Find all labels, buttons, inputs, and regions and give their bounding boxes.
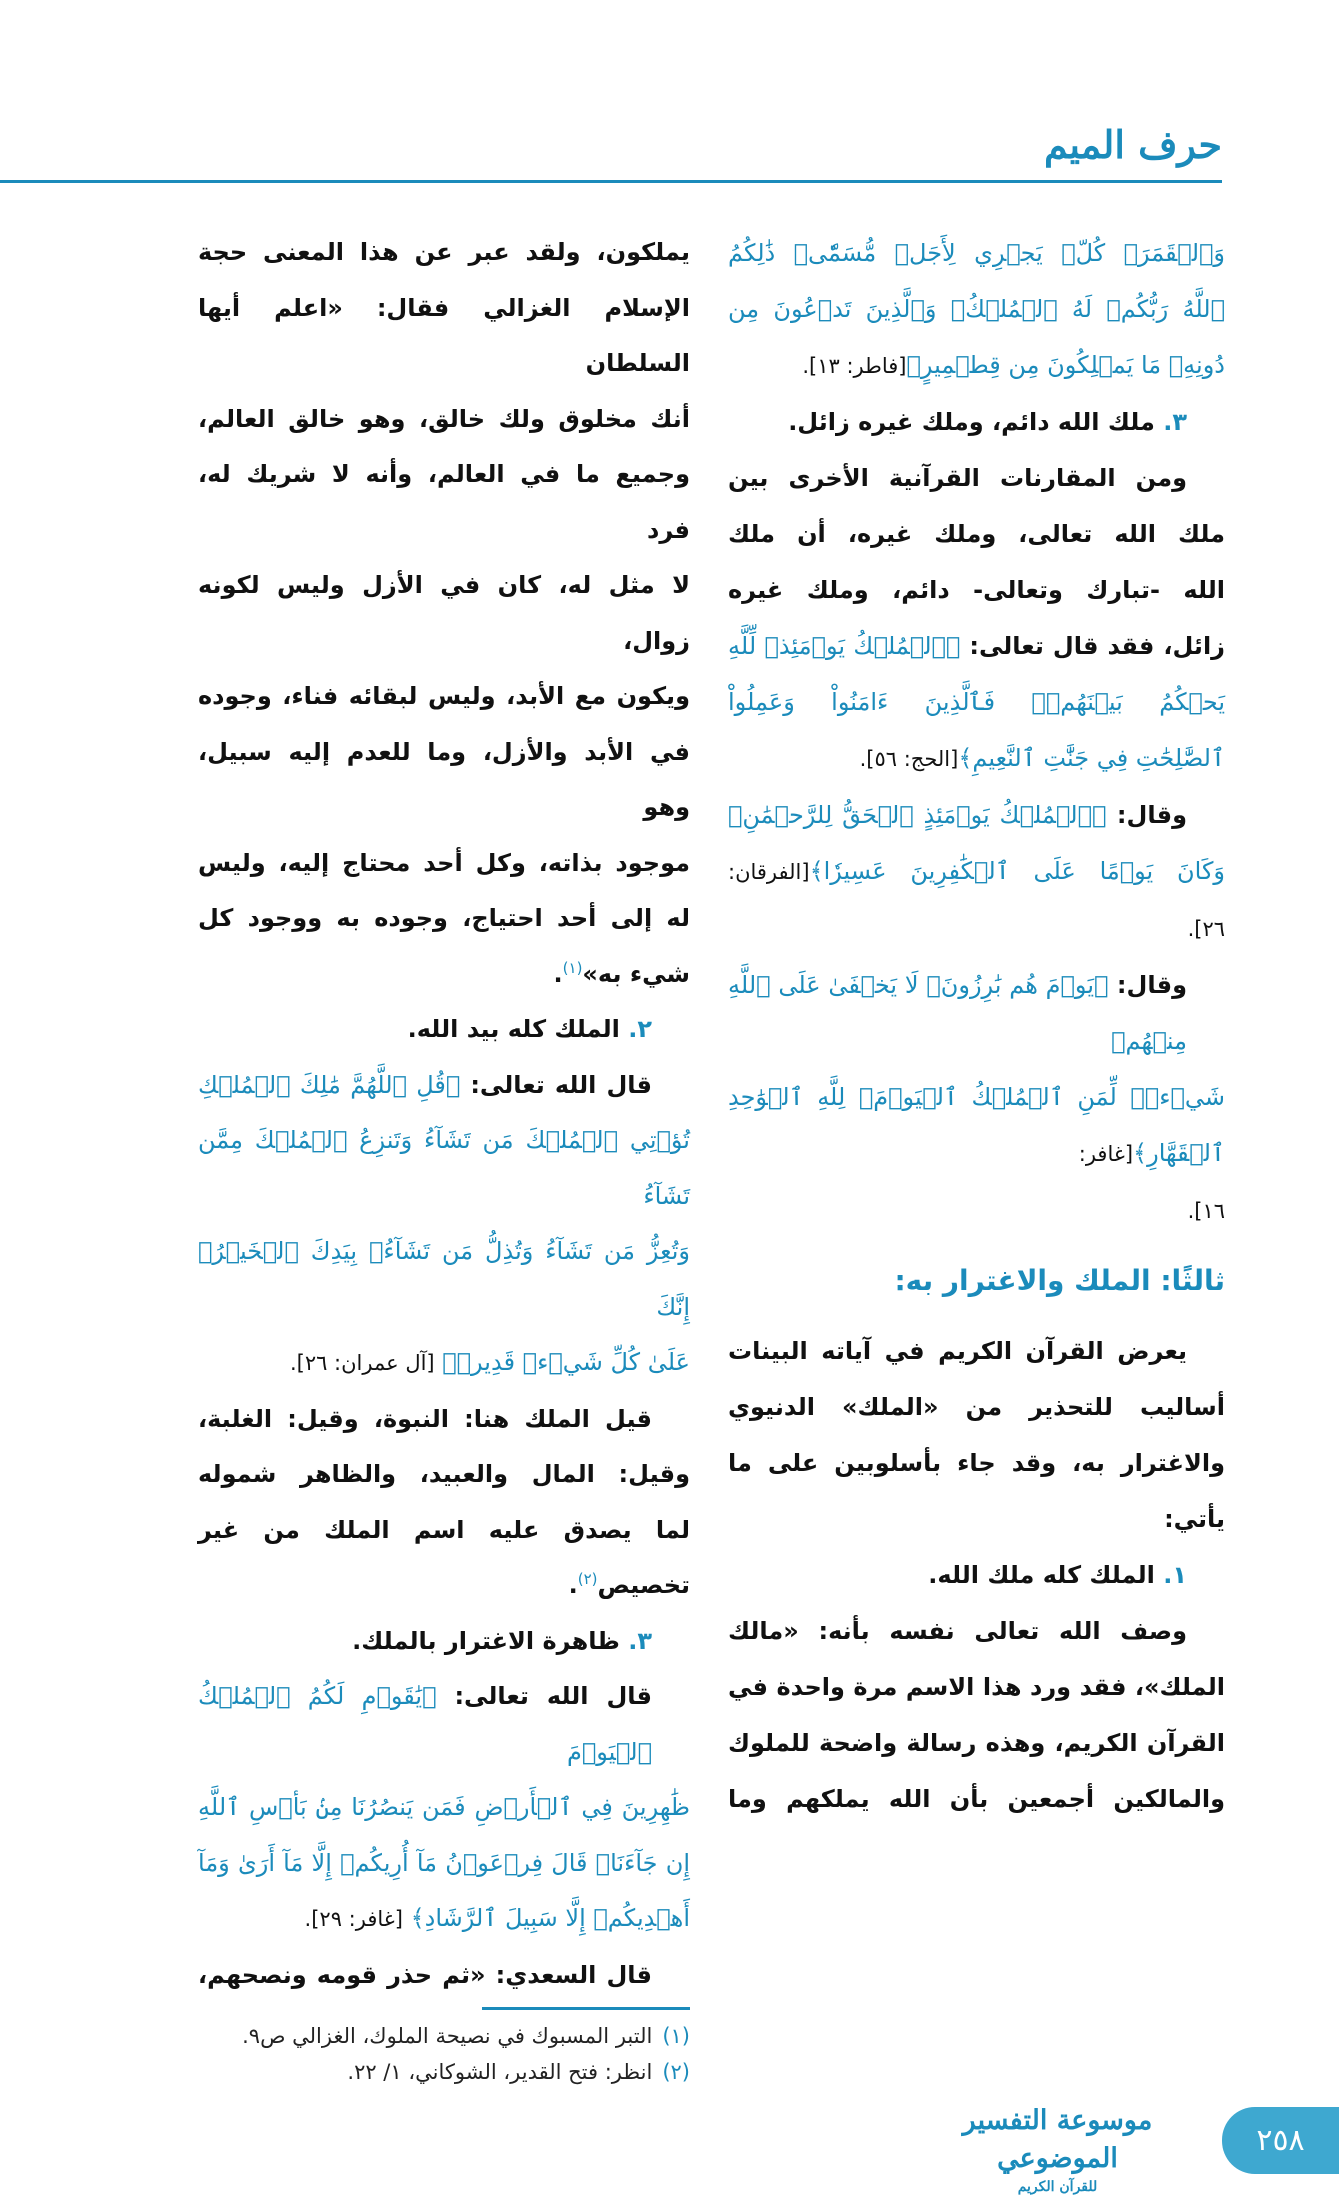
quran-verse: إِن جَآءَنَاۚ قَالَ فِرۡعَوۡنُ مَآ أُرِيكُمۡ إِلَّا مَآ أَرَىٰ وَمَآ <box>198 1848 690 1877</box>
body-text: الملك كله ملك الله. <box>928 1561 1155 1589</box>
text-line <box>728 843 1225 900</box>
quran-verse: أَهۡدِيكُمۡ إِلَّا سَبِيلَ ٱلرَّشَادِ﴾ <box>402 1904 690 1932</box>
text-line <box>198 669 690 725</box>
body-text: أساليب للتحذير من «الملك» الدنيوي <box>728 1393 1225 1421</box>
text-line <box>728 957 1225 1069</box>
footnote-marker: (٢) <box>577 1570 598 1588</box>
text-line <box>198 1058 690 1114</box>
verse-reference: [فاطر: ١٣]. <box>802 354 907 378</box>
body-text: ومن المقارنات القرآنية الأخرى بين <box>728 464 1187 492</box>
text-line <box>728 1069 1225 1182</box>
body-text: يملكون، ولقد عبر عن هذا المعنى حجة <box>198 238 690 266</box>
body-text: وصف الله تعالى نفسه بأنه: «مالك <box>728 1617 1187 1645</box>
footnote-number: (١) <box>662 2024 690 2048</box>
running-title: حرف الميم <box>1044 122 1222 167</box>
body-text: قال الله تعالى: <box>436 1682 652 1710</box>
quran-verse: ٱللَّهُ رَبُّكُمۡ لَهُ ٱلۡمُلۡكُۚ وَٱلَّذِينَ تَدۡعُونَ مِن <box>728 295 1225 323</box>
body-text: لما يصدق عليه اسم الملك من غير <box>198 1515 690 1544</box>
text-line <box>198 1669 690 1780</box>
body-text: أنك مخلوق ولك خالق، وهو خالق العالم، <box>198 404 690 433</box>
quran-verse: تُؤۡتِي ٱلۡمُلۡكَ مَن تَشَآءُ وَتَنزِعُ ٱلۡمُلۡكَ مِمَّن تَشَآءُ <box>198 1126 690 1210</box>
left-column-wrap <box>198 225 690 2090</box>
text-line <box>198 447 690 558</box>
quran-verse: ظَٰهِرِينَ فِي ٱلۡأَرۡضِ فَمَن يَنصُرُنَا مِنۢ بَأۡسِ ٱللَّهِ <box>198 1793 690 1821</box>
text-line <box>198 1780 690 1836</box>
quran-verse: يَحۡكُمُ بَيۡنَهُمۡۚ فَٱلَّذِينَ ءَامَنُواْ وَعَمِلُواْ <box>728 688 1225 716</box>
text-line <box>198 1392 690 1448</box>
body-text: الملك كله بيد الله. <box>407 1015 620 1043</box>
body-text: القرآن الكريم، وهذه رسالة واضحة للملوك <box>728 1729 1225 1757</box>
body-text: قال السعدي: «ثم حذر قومه ونصحهم، <box>198 1960 652 1989</box>
body-text: الملك»، فقد ورد هذا الاسم مرة واحدة في <box>728 1673 1225 1701</box>
text-line <box>198 1335 690 1392</box>
footnote-1 <box>198 2018 690 2054</box>
quran-verse: ٱلصَّٰلِحَٰتِ فِي جَنَّٰتِ ٱلنَّعِيمِ﴾ <box>958 744 1225 772</box>
verse-reference: [الحج: ٥٦]. <box>859 747 959 771</box>
text-line <box>728 1435 1225 1491</box>
text-line <box>198 836 690 892</box>
text-line <box>198 1002 690 1058</box>
body-text: قيل الملك هنا: النبوة، وقيل: الغلبة، <box>198 1404 652 1433</box>
quran-verse: وَٱلۡقَمَرَۖ كُلّٞ يَجۡرِي لِأَجَلٖ مُّسَمّٗىۚ ذَٰلِكُمُ <box>728 239 1225 267</box>
body-text: ظاهرة الاغترار بالملك. <box>352 1626 620 1655</box>
heading-accent: ثالثًا: الملك والاغترار به: <box>894 1264 1225 1297</box>
body-text: لا مثل له، كان في الأزل وليس لكونه زوال، <box>198 571 690 655</box>
quran-verse: وَتُعِزُّ مَن تَشَآءُ وَتُذِلُّ مَن تَشَآءُۖ بِيَدِكَ ٱلۡخَيۡرُۖ إِنَّكَ <box>198 1237 690 1321</box>
text-line <box>198 1447 690 1503</box>
footnote-separator <box>482 2007 690 2010</box>
section-heading <box>728 1239 1225 1323</box>
left-column <box>198 225 690 2003</box>
verse-reference: [غافر: ٢٩]. <box>304 1907 403 1931</box>
quran-verse: ﴿يَٰقَوۡمِ لَكُمُ ٱلۡمُلۡكُ ٱلۡيَوۡمَ <box>198 1682 652 1766</box>
text-line <box>728 225 1225 281</box>
body-text: يأتي: <box>1164 1505 1225 1533</box>
body-text: له إلى أحد احتياج، وجوده به ووجود كل <box>198 904 690 932</box>
body-text: والاغترار به، وقد جاء بأسلوبين على ما <box>728 1449 1225 1477</box>
body-text: تخصيص <box>597 1571 690 1599</box>
body-text: الله -تبارك وتعالى- دائم، وملك غيره <box>728 576 1225 604</box>
text-line <box>728 674 1225 730</box>
heading-accent: ٣. <box>619 1626 652 1655</box>
body-text: في الأبد والأزل، وما للعدم إليه سبيل، وهو <box>198 737 690 821</box>
text-line <box>198 1614 690 1670</box>
quran-verse: ﴿يَوۡمَ هُم بَٰرِزُونَۖ لَا يَخۡفَىٰ عَلَى ٱللَّهِ مِنۡهُمۡ <box>728 971 1187 1055</box>
text-line <box>728 730 1225 787</box>
text-line <box>198 225 690 281</box>
body-text: يعرض القرآن الكريم في آياته البينات <box>728 1337 1187 1365</box>
body-text: موجود بذاته، وكل أحد محتاج إليه، وليس <box>198 848 690 877</box>
text-line <box>198 392 690 448</box>
footnote-text: التبر المسبوك في نصيحة الملوك، الغزالي ص٩. <box>242 2024 653 2048</box>
verse-reference: ١٦]. <box>1187 1199 1225 1223</box>
header-rule <box>0 180 1222 183</box>
text-line <box>728 1491 1225 1547</box>
text-line <box>728 1182 1225 1239</box>
text-line <box>728 1323 1225 1379</box>
body-text: والمالكين أجمعين بأن الله يملكهم وما <box>728 1785 1225 1813</box>
text-line <box>198 558 690 669</box>
text-line <box>728 394 1225 450</box>
quran-verse: ﴿ٱلۡمُلۡكُ يَوۡمَئِذٍ ٱلۡحَقُّ لِلرَّحۡمَٰنِۚ <box>728 801 1107 829</box>
text-line <box>198 891 690 947</box>
body-text: ملك الله تعالى، وملك غيره، أن ملك <box>728 520 1225 548</box>
text-line <box>728 450 1225 506</box>
text-line <box>728 337 1225 394</box>
body-text: شيء به» <box>582 959 690 988</box>
footnotes <box>198 2018 690 2090</box>
body-text: . <box>553 959 563 988</box>
body-text: ويكون مع الأبد، وليس لبقائه فناء، وجوده <box>198 682 690 710</box>
verse-reference: [آل عمران: ٢٦]. <box>289 1351 435 1375</box>
text-line <box>728 787 1225 843</box>
text-line <box>198 1503 690 1559</box>
body-text: زائل، فقد قال تعالى: <box>960 632 1225 660</box>
quran-verse: عَلَىٰ كُلِّ شَيۡءٖ قَدِيرٞ﴾ <box>434 1348 690 1376</box>
text-line <box>728 1603 1225 1659</box>
body-text: قال الله تعالى: <box>460 1070 652 1099</box>
text-line <box>198 1558 690 1614</box>
text-line <box>728 900 1225 957</box>
body-text: الإسلام الغزالي فقال: «اعلم أيها السلطان <box>198 293 690 377</box>
quran-verse: ﴿ٱلۡمُلۡكُ يَوۡمَئِذٖ لِّلَّهِ <box>728 632 961 660</box>
verse-reference: [غافر: <box>1078 1142 1134 1166</box>
heading-accent: ٣. <box>1154 408 1187 436</box>
page-footer <box>0 2102 1339 2195</box>
text-line <box>728 1659 1225 1715</box>
encyclopedia-logo <box>930 2102 1185 2196</box>
quran-verse: شَيۡءٞۚ لِّمَنِ ٱلۡمُلۡكُ ٱلۡيَوۡمَۖ لِلَّهِ ٱلۡوَٰحِدِ ٱلۡقَهَّارِ﴾ <box>728 1083 1225 1167</box>
quran-verse: دُونِهِۦ مَا يَمۡلِكُونَ مِن قِطۡمِيرٍ﴾ <box>906 351 1225 379</box>
text-line <box>728 1547 1225 1603</box>
text-line <box>728 1771 1225 1827</box>
body-text: ملك الله دائم، وملك غيره زائل. <box>788 408 1155 436</box>
body-text: وجميع ما في العالم، وأنه لا شريك له، فرد <box>198 460 690 544</box>
text-line <box>198 281 690 392</box>
text-line <box>728 618 1225 674</box>
text-line <box>728 562 1225 618</box>
footnote-marker: (١) <box>562 958 583 977</box>
footnote-text: انظر: فتح القدير، الشوكاني، ١/ ٢٢. <box>347 2060 653 2084</box>
body-text: وقيل: المال والعبيد، والظاهر شموله <box>198 1460 690 1488</box>
body-text: وقال: <box>1108 971 1187 999</box>
heading-accent: ٢. <box>619 1015 652 1043</box>
text-line <box>198 725 690 836</box>
text-line <box>728 1715 1225 1771</box>
right-column <box>728 225 1225 1827</box>
verse-reference: [الفرقان: <box>728 860 810 884</box>
text-line <box>198 1113 690 1224</box>
text-line <box>728 1379 1225 1435</box>
page-number-text: ٢٥٨ <box>1256 2123 1305 2158</box>
text-line <box>728 281 1225 337</box>
footnote-number: (٢) <box>662 2060 690 2084</box>
body-text: . <box>568 1571 578 1599</box>
text-line <box>198 1891 690 1948</box>
logo-subtitle: للقرآن الكريم <box>1017 2179 1098 2195</box>
page-number <box>1222 2107 1339 2174</box>
text-line <box>198 1836 690 1892</box>
quran-verse: وَكَانَ يَوۡمًا عَلَى ٱلۡكَٰفِرِينَ عَسِيرٗا﴾ <box>809 857 1225 885</box>
text-line <box>728 506 1225 562</box>
text-line <box>198 1948 690 2004</box>
logo-title: موسوعة التفسير الموضوعي <box>962 2105 1153 2174</box>
quran-verse: ﴿قُلِ ٱللَّهُمَّ مَٰلِكَ ٱلۡمُلۡكِ <box>198 1070 461 1099</box>
text-line <box>198 947 690 1003</box>
text-line <box>198 1224 690 1335</box>
heading-accent: ١. <box>1154 1561 1187 1589</box>
body-text: وقال: <box>1106 801 1187 829</box>
footnote-2 <box>198 2054 690 2090</box>
verse-reference: ٢٦]. <box>1187 917 1225 941</box>
